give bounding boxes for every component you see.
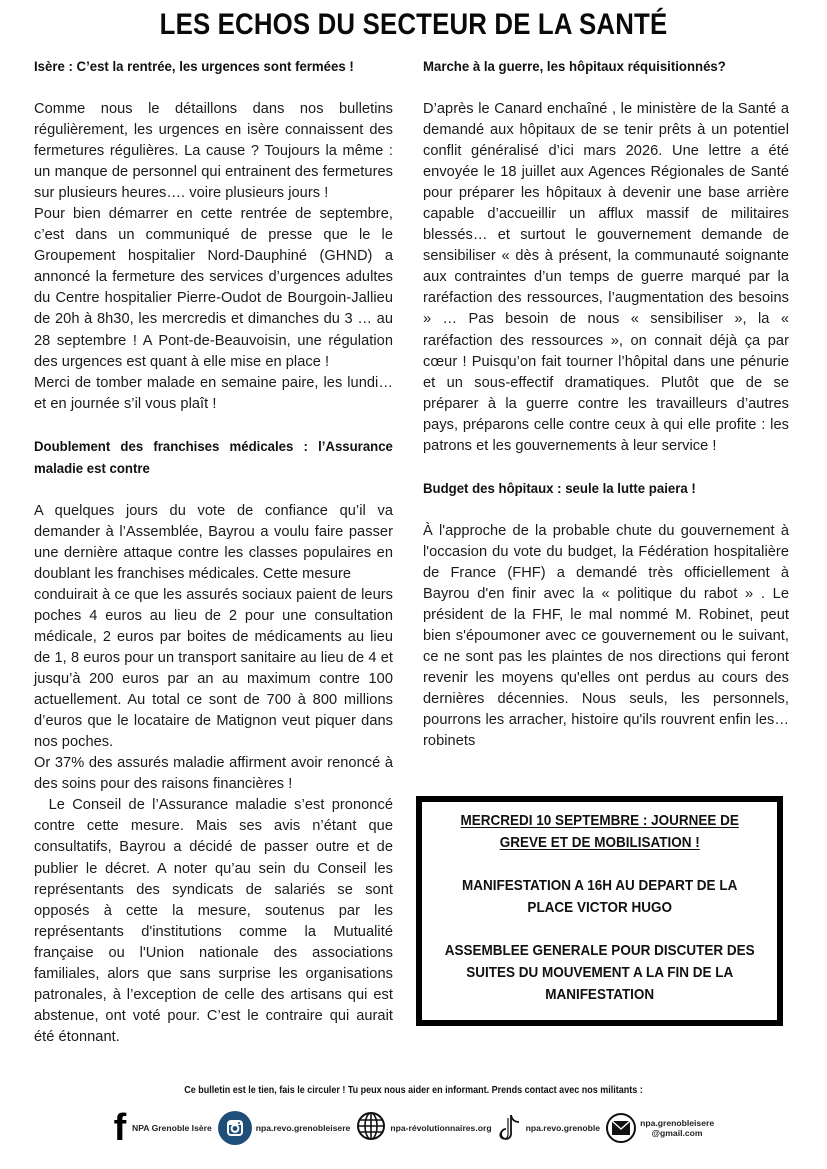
contact-links xyxy=(112,1106,732,1150)
demonstration-info xyxy=(427,875,772,919)
general-assembly-info xyxy=(427,940,772,1006)
contact-website[interactable] xyxy=(356,1111,491,1145)
article-paragraph: D’après le Canard enchaîné , le ministère de la Santé a demandé aux hôpitaux de se tenir prêts à un potentiel conflit généralisé d’ici mars 2026. Une lettre a été envoyée le 18 juillet aux Agences Régionales de Santé pour préparer les hôpitaux à devenir une base arrière capable d’accueillir un afflux massif de militaires blessés… et surtout le gouvernement demande de sensibiliser « dès à présent, la communauté soignante aux contraintes d’un temps de guerre marqué par la raréfaction des ressources, l’augmentation des besoins » … Pas besoin de nous « sensibiliser », la « raréfaction des ressources », on connait déjà ça par cœur ! Puisqu’on fait tourner l’hôpital dans une pénurie et un sous-effectif dramatiques. Plutôt que de se préparer à la guerre contre les travailleurs d’autres pays, préparons celle contre ceux à qui elle profite : les patrons et les gouvernements à leur service ! xyxy=(423,101,789,454)
article-heading-franchises: Doublement des franchises médicales : l’Assurance maladie est contre xyxy=(34,438,393,477)
article-paragraph: Le Conseil de l’Assurance maladie s’est prononcé contre cette mesure. Mais ses avis n’étant que consultatifs, Bayrou a décidé de passer outre et de publier le décret. A noter qu’au sein du Conseil les représentants des syndicats de salariés se sont opposés à cette la mesure, soutenus par les représentants d'institutions comme la Mutualité française ou l'Union nationale des associations familiales, alors que sans surprise les organisations patronales, à l’exception de celle des artisans qui est abstenue, ont voté pour. C’est le contraire qui aurait été étonnant. xyxy=(34,797,398,1045)
demonstration-line: PLACE VICTOR HUGO xyxy=(527,899,672,916)
email-icon xyxy=(606,1113,636,1143)
assembly-line: MANIFESTATION xyxy=(545,986,655,1003)
right-column xyxy=(423,56,789,752)
strike-headline-line: GREVE ET DE MOBILISATION ! xyxy=(499,834,700,851)
article-paragraph: A quelques jours du vote de confiance qu’il va demander à l’Assemblée, Bayrou a voulu faire passer une dernière attaque contre les classes populaires en doublant les franchises médicales. Cette mesure xyxy=(34,502,393,582)
strike-headline-line: MERCREDI 10 SEPTEMBRE : JOURNEE DE xyxy=(460,812,739,829)
globe-icon xyxy=(356,1111,386,1145)
bulletin-title: LES ECHOS DU SECTEUR DE LA SANTÉ xyxy=(159,8,668,41)
article-paragraph: Or 37% des assurés maladie affirment avoir renoncé à des soins pour des raisons financières ! xyxy=(34,755,393,793)
contact-label: npa.revo.grenoble xyxy=(525,1123,601,1133)
article-heading-budget: Budget des hôpitaux : seule la lutte paiera ! xyxy=(423,480,696,497)
tiktok-icon xyxy=(498,1111,522,1145)
article-paragraph: À l'approche de la probable chute du gouvernement à l'occasion du vote du budget, la Fédération hospitalière de France (FHF) a demandé très officiellement à Bayrou d'en finir avec la « politique du rabot » . Le président de la FHF, le mal nommé M. Robinet, peut bien s'époumoner avec ce gouvernement ou le suivant, ce ne sont pas les plaintes de nos directions qui feront revenir les moyens qu'elles ont perdus au cours des dernières décennies. Nous seuls, les personnels, pourrons les arracher, histoire qu'ils rouvrent enfin les… robinets xyxy=(423,522,789,750)
contact-label xyxy=(640,1118,714,1138)
assembly-line: ASSEMBLEE GENERALE POUR DISCUTER DES xyxy=(444,942,755,959)
assembly-line: SUITES DU MOUVEMENT A LA FIN DE LA xyxy=(466,964,734,981)
mobilisation-box xyxy=(416,796,783,1026)
contact-email[interactable] xyxy=(606,1113,714,1143)
facebook-icon: f xyxy=(113,1107,127,1149)
demonstration-line: MANIFESTATION A 16H AU DEPART DE LA xyxy=(461,877,738,894)
contact-label: npa-révolutionnaires.org xyxy=(390,1123,492,1133)
email-line: @gmail.com xyxy=(651,1128,703,1138)
article-paragraph: conduirait à ce que les assurés sociaux paient de leurs poches 4 euros au lieu de 2 pour une consultation médicale, 2 euros par boites de médicaments au lieu de 1, 8 euros pour un transport sanitaire au lieu de 4 et jusqu’à 200 euros par an au maximum contre 100 actuellement. Au total ce sont de 700 à 800 millions d’euros que le locataire de Matignon veut piquer dans nos poches. xyxy=(34,586,393,751)
contact-facebook[interactable] xyxy=(112,1109,212,1147)
article-paragraph: Comme nous le détaillons dans nos bulletins régulièrement, les urgences en isère connaissent des fermetures régulières. La cause ? Toujours la même : un manque de personnel qui entrainent des fermetures sur plusieurs heures…. voire plusieurs jours ! xyxy=(34,101,393,202)
instagram-icon xyxy=(218,1111,252,1145)
article-heading-urgences: Isère : C’est la rentrée, les urgences sont fermées ! xyxy=(34,59,354,75)
email-line: npa.grenobleisere xyxy=(640,1118,715,1128)
article-paragraph: Merci de tomber malade en semaine paire, les lundi… et en journée s’il vous plaît ! xyxy=(34,374,393,412)
article-heading-guerre: Marche à la guerre, les hôpitaux réquisitionnés? xyxy=(423,59,726,75)
contact-label: npa.revo.grenobleisere xyxy=(255,1123,351,1133)
article-paragraph: Pour bien démarrer en cette rentrée de septembre, c’est dans un communiqué de presse que le le Groupement hospitalier Nord-Dauphiné (GHND) a annoncé la fermeture des services d’urgences adultes du Centre hospitalier Pierre-Oudot de Bourgoin-Jallieu de 20h à 8h30, les mercredis et dimanches du 3 … au 28 septembre ! A Pont-de-Beauvoisin, une régulation des urgences est quant à elle mise en place ! xyxy=(34,206,393,370)
contact-instagram[interactable] xyxy=(218,1111,351,1145)
left-column xyxy=(34,56,398,1048)
contact-label: NPA Grenoble Isère xyxy=(132,1123,212,1133)
strike-headline xyxy=(427,810,772,854)
footer-note: Ce bulletin est le tien, fais le circuler ! Tu peux nous aider en informant. Prends contact avec nos militants : xyxy=(184,1085,643,1096)
contact-tiktok[interactable] xyxy=(498,1111,601,1145)
